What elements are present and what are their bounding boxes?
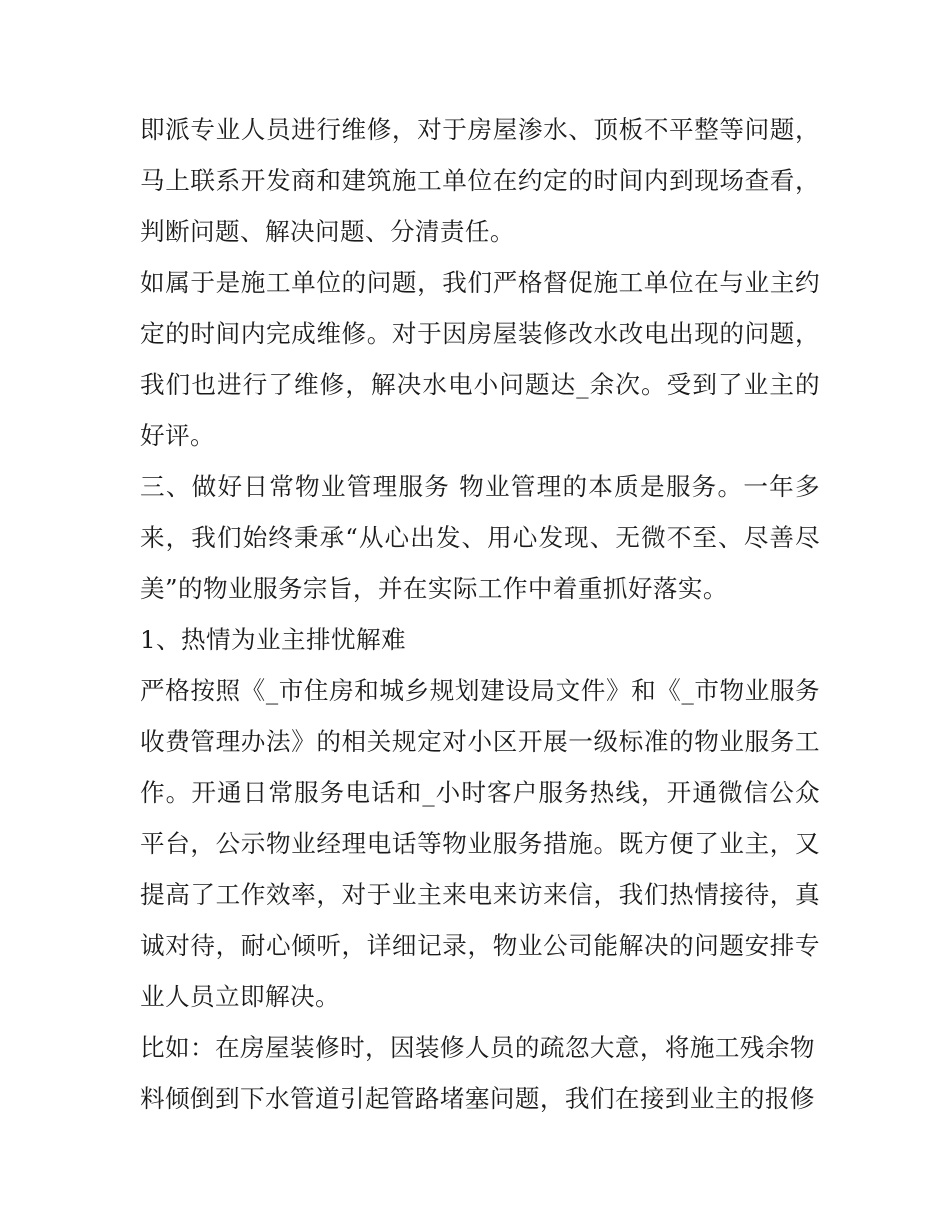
paragraph-section-three-heading: 三、做好日常物业管理服务 物业管理的本质是服务。一年多来，我们始终秉承“从心出发、用心发现、无微不至、尽善尽美”的物业服务宗旨，并在实际工作中着重抓好落实。 <box>140 472 820 603</box>
paragraph-example: 比如：在房屋装修时，因装修人员的疏忽大意，将施工残余物料倾倒到下水管道引起管路堵塞问题，我们在接到业主的报修 <box>140 1033 815 1113</box>
paragraph-service-standards: 严格按照《_市住房和城乡规划建设局文件》和《_市物业服务收费管理办法》的相关规定对小区开展一级标准的物业服务工作。开通日常服务电话和_小时客户服务热线，开通微信公众平台，公示物业经理电话等物业服务措施。既方便了业主，又提高了工作效率，对于业主来电来访来信，我们热情接待，真诚对待，耐心倾听，详细记录，物业公司能解决的问题安排专业人员立即解决。 <box>140 676 820 1011</box>
document-body <box>140 104 820 1124</box>
paragraph-subheading-one: 1、热情为业主排忧解难 <box>140 625 406 654</box>
paragraph-construction-unit: 如属于是施工单位的问题，我们严格督促施工单位在与业主约定的时间内完成维修。对于因房屋装修改水改电出现的问题，我们也进行了维修，解决水电小问题达_余次。受到了业主的好评。 <box>140 268 820 450</box>
paragraph-repair-continuation: 即派专业人员进行维修，对于房屋渗水、顶板不平整等问题，马上联系开发商和建筑施工单位在约定的时间内到现场查看，判断问题、解决问题、分清责任。 <box>140 115 820 246</box>
